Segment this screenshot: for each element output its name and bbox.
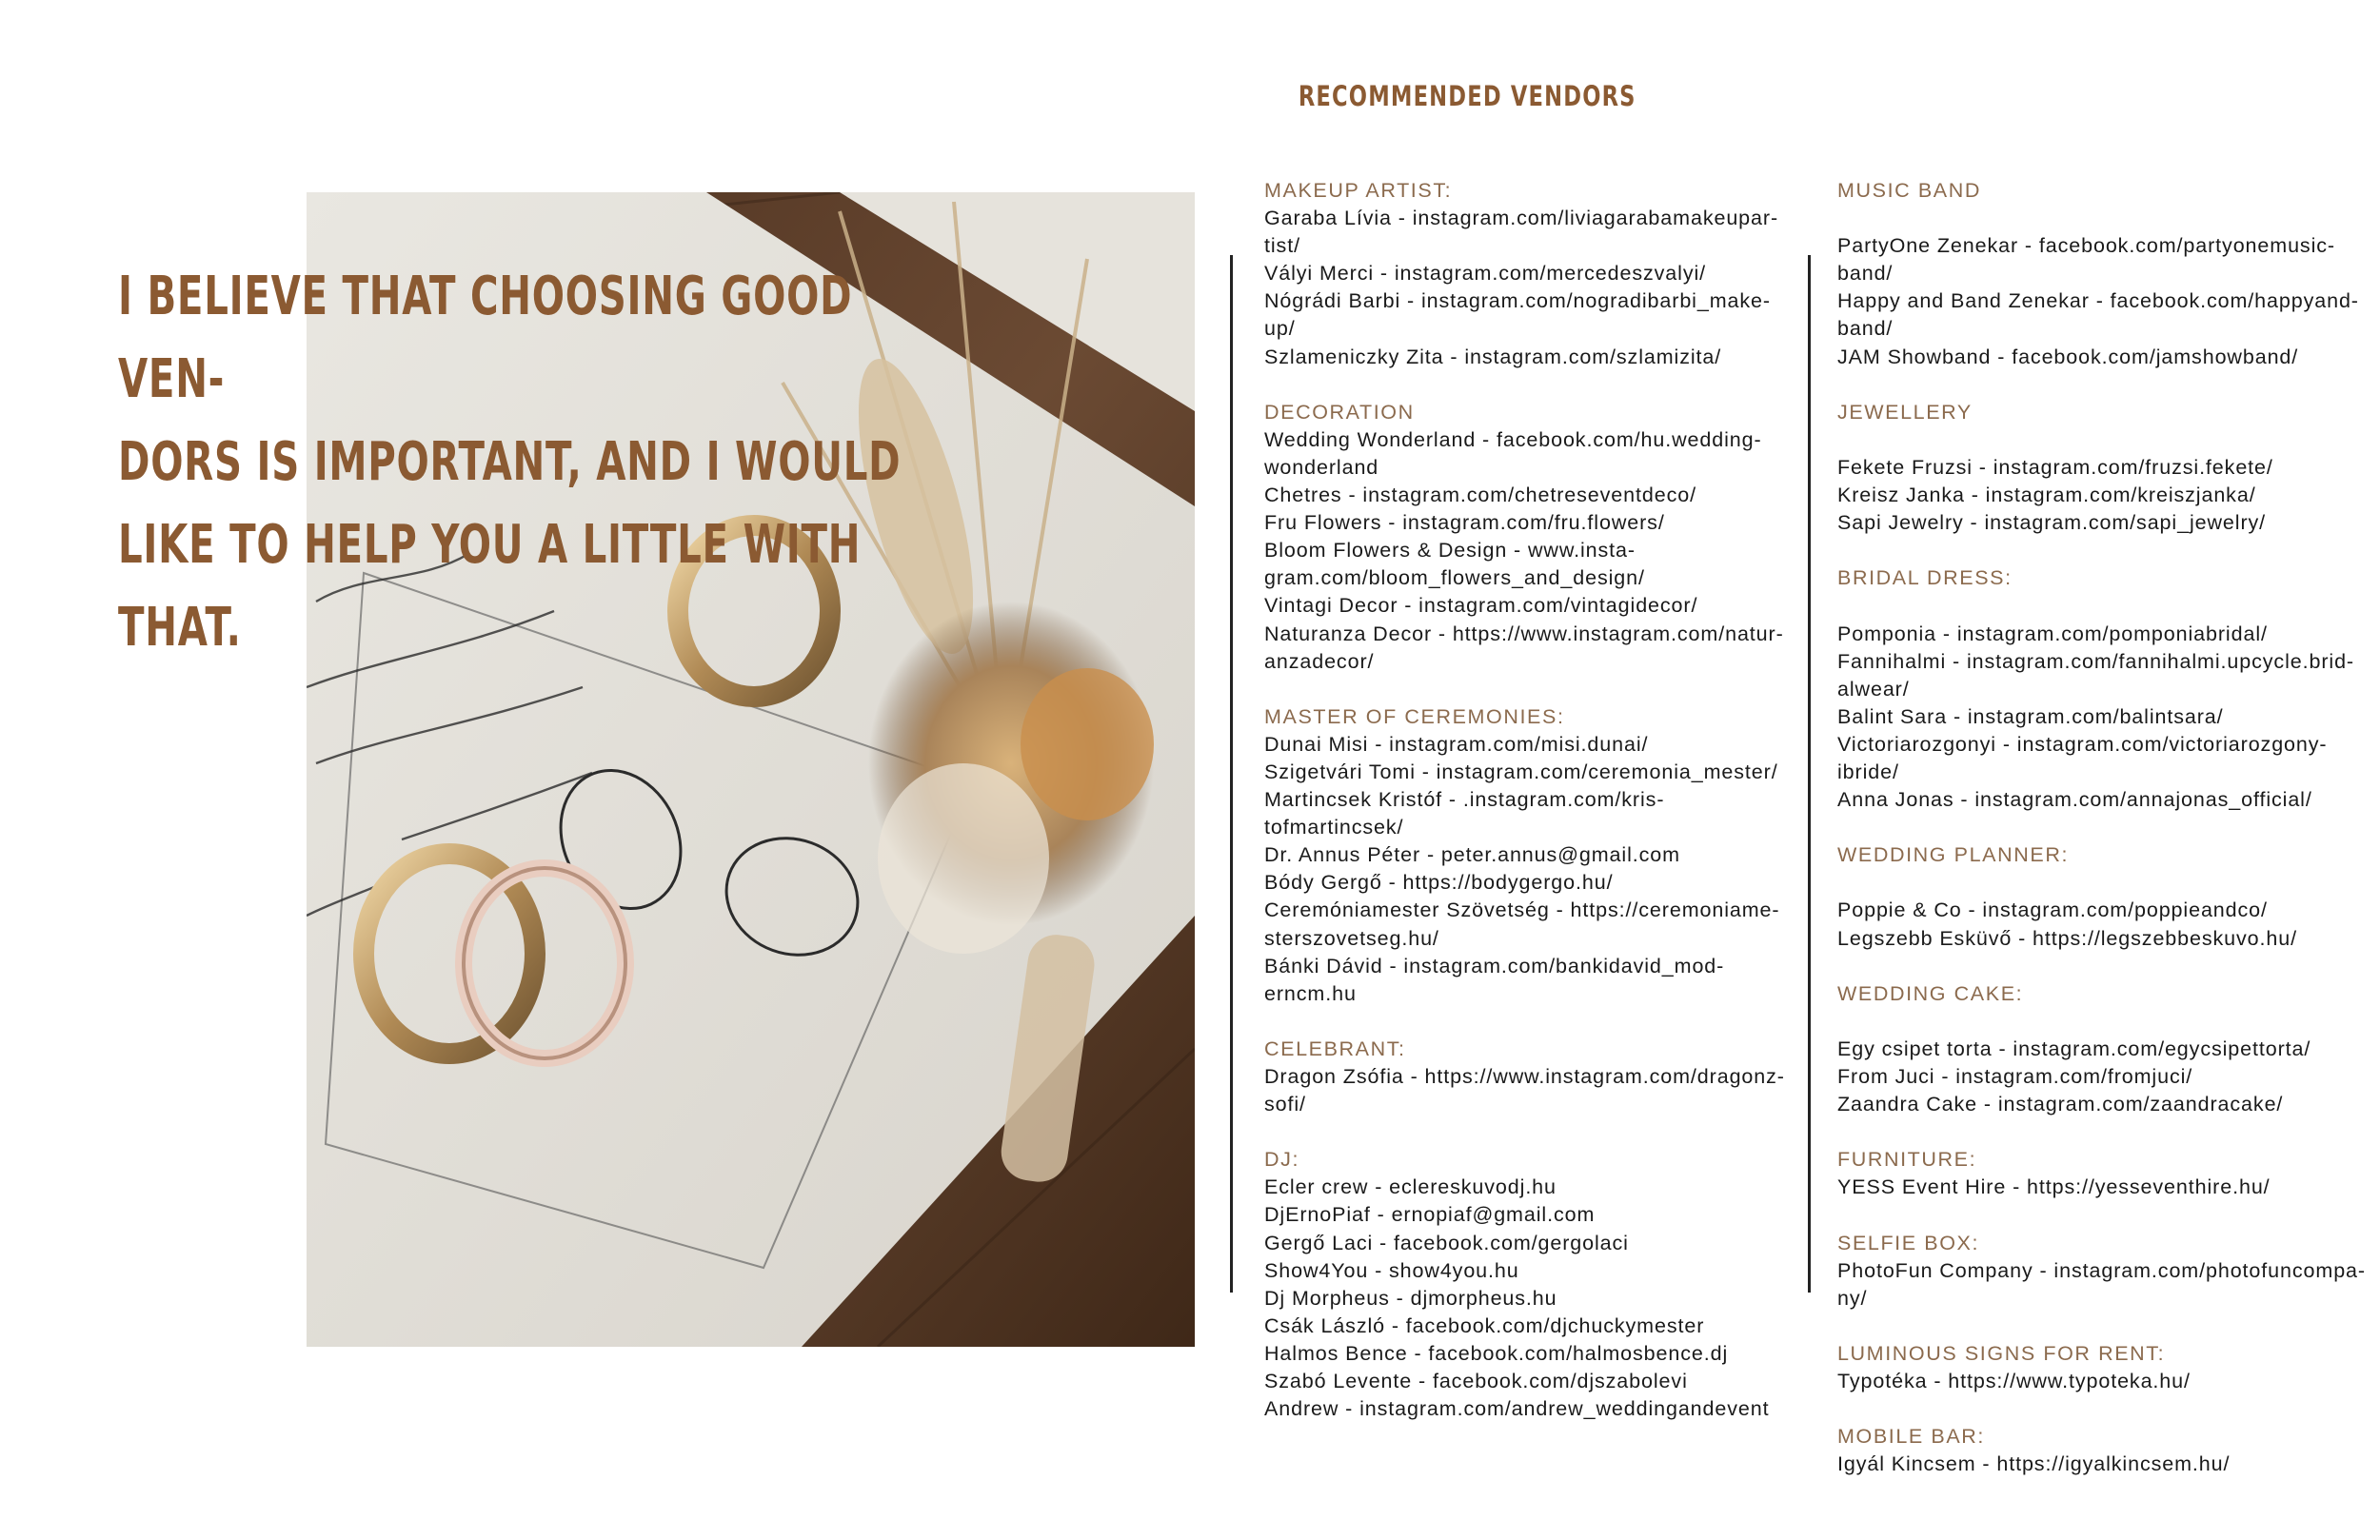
vendor-line: Poppie & Co - instagram.com/poppieandco/	[1837, 898, 2268, 922]
vendor-line: band/	[1837, 262, 1894, 286]
vendor-line: Halmos Bence - facebook.com/halmosbence.dj	[1264, 1341, 1729, 1365]
vendor-line: Sapi Jewelry - instagram.com/sapi_jewelry/	[1837, 511, 2267, 535]
vendor-line: Andrew - instagram.com/andrew_weddingandevent	[1264, 1397, 1770, 1421]
vendor-category-title: DECORATION	[1264, 400, 1415, 424]
vendor-category-title: BRIDAL DRESS:	[1837, 566, 2013, 590]
vendor-line: Gergő Laci - facebook.com/gergolaci	[1264, 1231, 1629, 1254]
vendor-line: sofi/	[1264, 1093, 1306, 1116]
vendor-line: wonderland	[1264, 455, 1379, 479]
vendor-line: Fekete Fruzsi - instagram.com/fruzsi.fekete/	[1837, 455, 2273, 479]
intro-heading	[118, 255, 937, 669]
vendor-category-title: FURNITURE:	[1837, 1148, 1977, 1172]
vendor-line: Bódy Gergő - https://bodygergo.hu/	[1264, 871, 1614, 895]
vendor-line: Nógrádi Barbi - instagram.com/nogradibarbi_make-	[1264, 289, 1771, 313]
vendor-line: Martincsek Kristóf - .instagram.com/kris-	[1264, 788, 1665, 812]
vendor-line: Typotéka - https://www.typoteka.hu/	[1837, 1370, 2191, 1393]
vendor-category-title: LUMINOUS SIGNS FOR RENT:	[1837, 1341, 2166, 1365]
section-title: RECOMMENDED VENDORS	[1298, 80, 1636, 112]
vendor-category-block	[1264, 399, 1797, 676]
vendor-line: Zaandra Cake - instagram.com/zaandracake/	[1837, 1093, 2284, 1116]
vendor-line: Fru Flowers - instagram.com/fru.flowers/	[1264, 511, 1665, 535]
vendor-category-block	[1837, 1423, 2370, 1478]
vendor-line: Dr. Annus Péter - peter.annus@gmail.com	[1264, 843, 1680, 867]
vendor-column-right	[1837, 177, 2370, 1507]
vendor-line: Igyál Kincsem - https://igyalkincsem.hu/	[1837, 1452, 2231, 1476]
vendor-category-title: JEWELLERY	[1837, 400, 1973, 424]
column-divider-left	[1230, 255, 1233, 1293]
vendor-line: ibride/	[1837, 760, 1899, 783]
vendor-line: Dj Morpheus - djmorpheus.hu	[1264, 1286, 1557, 1310]
heading-line: I BELIEVE THAT CHOOSING GOOD VEN-	[118, 266, 853, 410]
vendor-line: Chetres - instagram.com/chetreseventdeco/	[1264, 484, 1696, 507]
vendor-line: Egy csipet torta - instagram.com/egycsipettorta/	[1837, 1037, 2311, 1060]
vendor-category-block	[1264, 1146, 1797, 1423]
vendor-line: Fannihalmi - instagram.com/fannihalmi.upcycle.brid-	[1837, 649, 2354, 673]
vendor-category-title: WEDDING CAKE:	[1837, 981, 2024, 1005]
vendor-category-block	[1264, 177, 1797, 371]
vendor-line: Ceremóniamester Szövetség - https://ceremoniame-	[1264, 898, 1780, 922]
vendor-category-block	[1837, 1230, 2370, 1313]
vendor-line: tist/	[1264, 234, 1300, 258]
vendor-category-block	[1837, 564, 2370, 814]
vendor-line: Legszebb Esküvő - https://legszebbeskuvo.hu/	[1837, 926, 2298, 950]
vendor-line: Dragon Zsófia - https://www.instagram.com/dragonz-	[1264, 1065, 1785, 1088]
vendor-line: Vályi Merci - instagram.com/mercedeszvalyi/	[1264, 262, 1707, 286]
vendor-category-block	[1264, 1036, 1797, 1118]
vendor-column-left	[1264, 177, 1797, 1451]
vendor-category-title: MUSIC BAND	[1837, 179, 1981, 202]
vendor-category-block	[1264, 703, 1797, 1008]
vendor-line: From Juci - instagram.com/fromjuci/	[1837, 1065, 2193, 1088]
vendor-line: Ecler crew - eclereskuvodj.hu	[1264, 1175, 1557, 1199]
heading-line: DORS IS IMPORTANT, AND I WOULD	[118, 431, 902, 493]
vendor-line: up/	[1264, 317, 1296, 341]
vendor-category-block	[1837, 1146, 2370, 1201]
vendor-category-block	[1837, 841, 2370, 952]
vendor-line: Szabó Levente - facebook.com/djszabolevi	[1264, 1370, 1688, 1393]
vendor-line: Bloom Flowers & Design - www.insta-	[1264, 539, 1636, 563]
vendor-line: Anna Jonas - instagram.com/annajonas_official/	[1837, 788, 2312, 812]
vendor-line: Bánki Dávid - instagram.com/bankidavid_mod-	[1264, 954, 1725, 977]
vendor-line: erncm.hu	[1264, 981, 1357, 1005]
vendor-line: Kreisz Janka - instagram.com/kreiszjanka/	[1837, 484, 2256, 507]
vendor-category-block	[1837, 177, 2370, 371]
column-divider-right	[1808, 255, 1811, 1293]
vendor-line: Show4You - show4you.hu	[1264, 1258, 1519, 1282]
vendor-line: Naturanza Decor - https://www.instagram.com/natur-	[1264, 622, 1784, 645]
vendor-line: Wedding Wonderland - facebook.com/hu.wedding-	[1264, 427, 1762, 451]
heading-line: LIKE TO HELP YOU A LITTLE WITH	[118, 514, 862, 576]
heading-line: THAT.	[118, 597, 242, 659]
vendor-line: JAM Showband - facebook.com/jamshowband/	[1837, 345, 2299, 368]
vendor-line: band/	[1837, 317, 1894, 341]
vendor-category-title: DJ:	[1264, 1148, 1300, 1172]
vendor-category-block	[1837, 399, 2370, 537]
vendor-line: sterszovetseg.hu/	[1264, 926, 1439, 950]
vendor-line: Vintagi Decor - instagram.com/vintagidecor/	[1264, 594, 1698, 618]
vendor-line: Dunai Misi - instagram.com/misi.dunai/	[1264, 732, 1649, 756]
vendor-line: Balint Sara - instagram.com/balintsara/	[1837, 704, 2224, 728]
vendor-category-title: MASTER OF CEREMONIES:	[1264, 704, 1565, 728]
vendor-line: alwear/	[1837, 677, 1910, 701]
vendor-line: Szlameniczky Zita - instagram.com/szlamizita/	[1264, 345, 1722, 368]
vendor-category-block	[1837, 980, 2370, 1118]
vendor-line: Szigetvári Tomi - instagram.com/ceremonia_mester/	[1264, 760, 1778, 783]
vendor-line: Happy and Band Zenekar - facebook.com/happyand-	[1837, 289, 2359, 313]
vendor-line: DjErnoPiaf - ernopiaf@gmail.com	[1264, 1203, 1596, 1227]
vendor-line: PhotoFun Company - instagram.com/photofuncompa-	[1837, 1258, 2366, 1282]
vendor-line: Pomponia - instagram.com/pomponiabridal/	[1837, 622, 2268, 645]
vendor-category-title: MAKEUP ARTIST:	[1264, 179, 1453, 202]
vendor-line: ny/	[1837, 1286, 1868, 1310]
vendor-line: tofmartincsek/	[1264, 816, 1404, 839]
vendor-line: Csák László - facebook.com/djchuckymester	[1264, 1313, 1705, 1337]
vendor-category-title: MOBILE BAR:	[1837, 1425, 1985, 1449]
vendor-line: gram.com/bloom_flowers_and_design/	[1264, 566, 1645, 590]
vendor-category-title: SELFIE BOX:	[1837, 1231, 1980, 1254]
vendor-category-title: WEDDING PLANNER:	[1837, 843, 2070, 867]
vendor-line: PartyOne Zenekar - facebook.com/partyonemusic-	[1837, 234, 2335, 258]
vendor-category-block	[1837, 1340, 2370, 1395]
vendor-category-title: CELEBRANT:	[1264, 1037, 1406, 1060]
vendor-line: YESS Event Hire - https://yesseventhire.hu/	[1837, 1175, 2271, 1199]
vendor-line: anzadecor/	[1264, 649, 1375, 673]
vendor-line: Victoriarozgonyi - instagram.com/victoriarozgony-	[1837, 732, 2328, 756]
vendor-line: Garaba Lívia - instagram.com/liviagarabamakeupar-	[1264, 207, 1779, 230]
